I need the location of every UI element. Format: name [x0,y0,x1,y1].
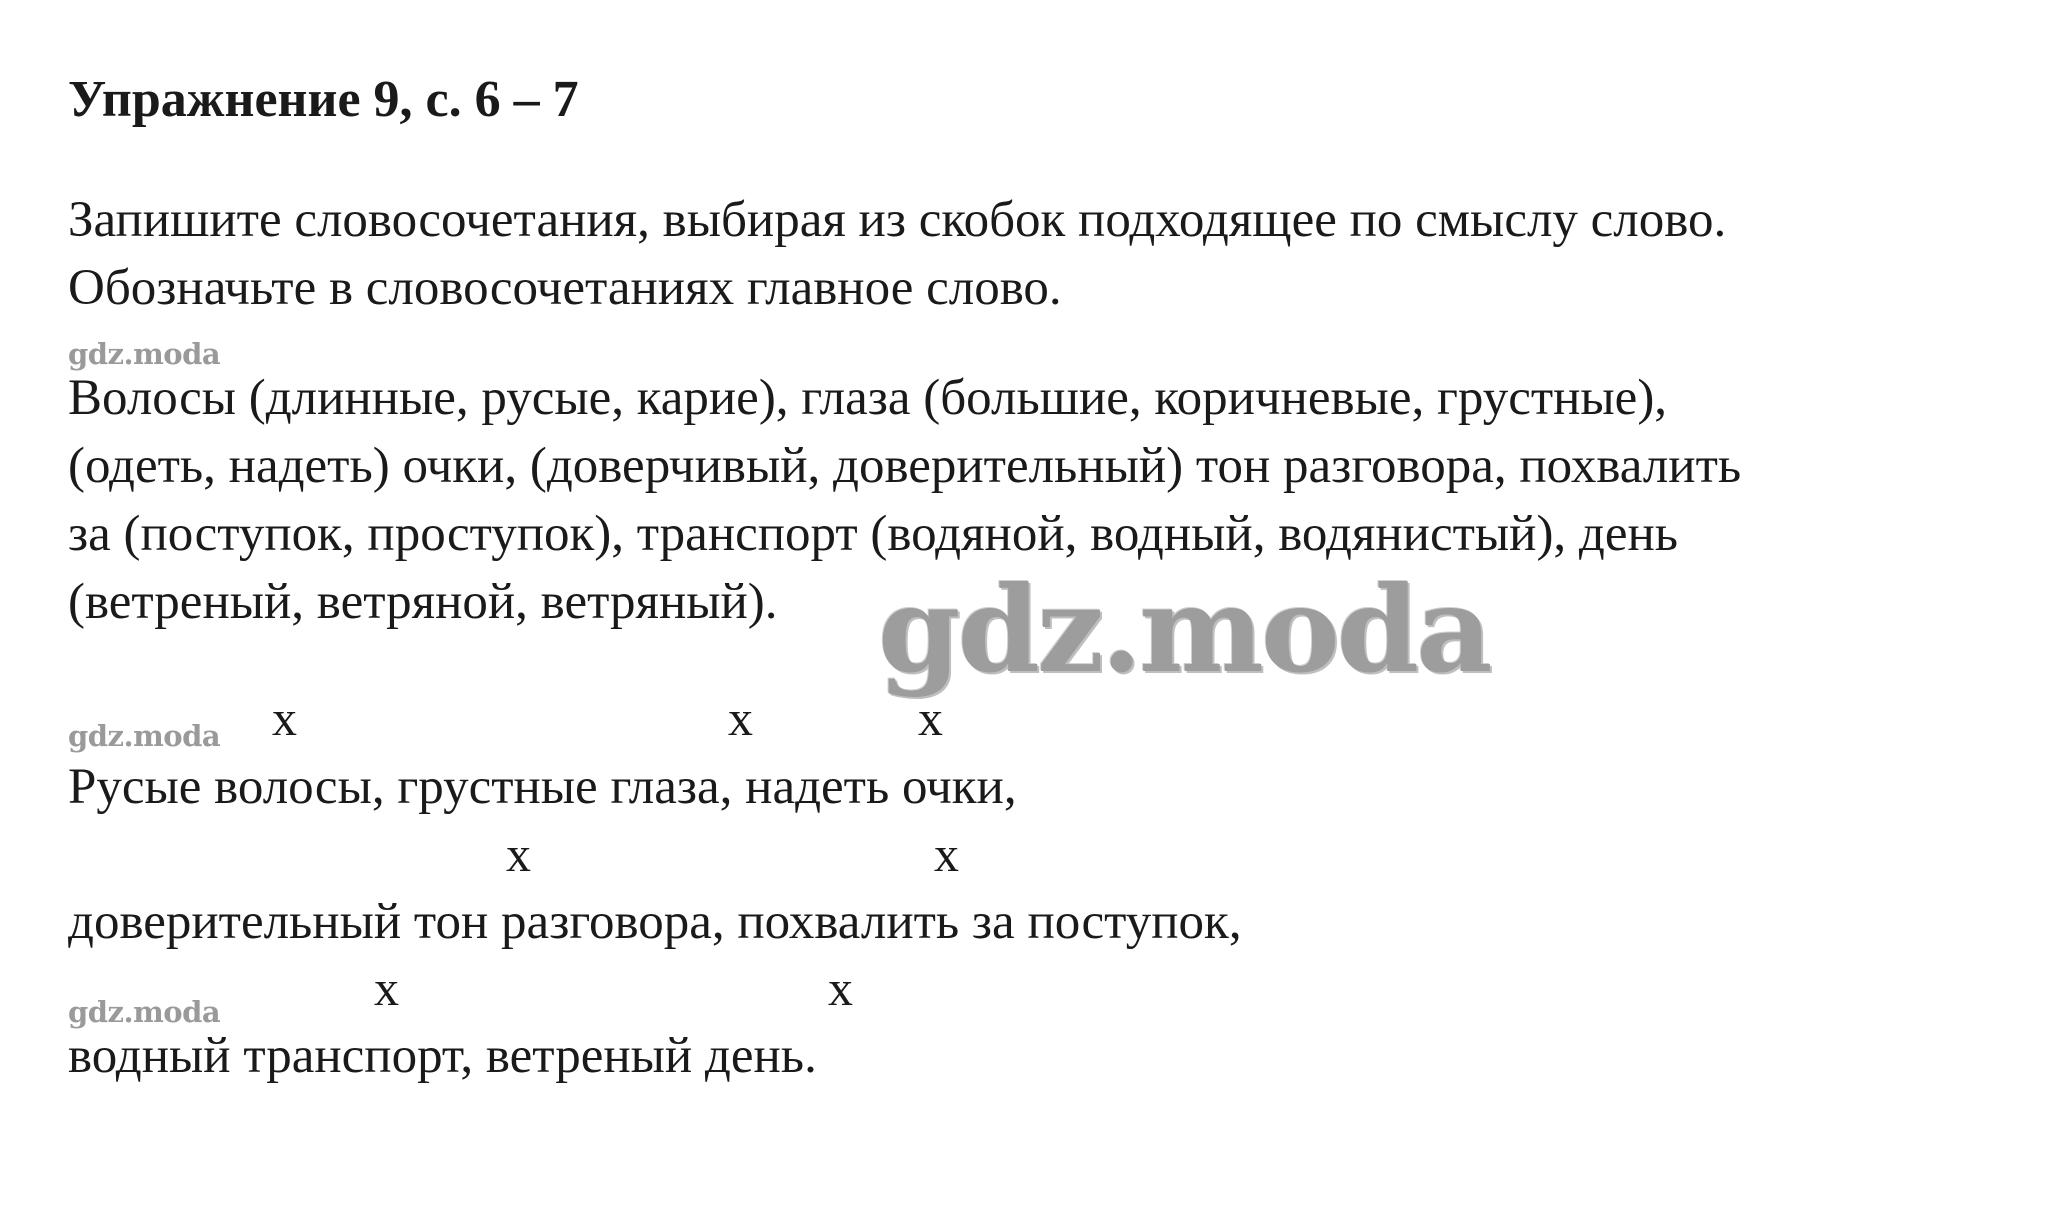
answer-line-1: Русые волосы, грустные глаза, надеть очки, [68,759,1017,815]
main-word-marker: x [728,690,753,746]
exercise-title: Упражнение 9, с. 6 – 7 [68,71,579,128]
watermark-small: gdz.moda [68,719,221,753]
answer-line-3: водный транспорт, ветреный день. [68,1028,817,1084]
exercise-line-3: за (поступок, проступок), транспорт (водяной, водный, водянистый), день [68,506,1679,562]
answer-line-2: доверительный тон разговора, похвалить за поступок, [68,894,1242,950]
main-word-marker: x [506,826,531,882]
watermark-large: gdz.moda [878,560,1490,699]
main-word-marker: x [934,826,959,882]
main-word-marker: x [828,960,853,1016]
exercise-line-1: Волосы (длинные, русые, карие), глаза (большие, коричневые, грустные), [68,370,1668,426]
main-word-marker: x [918,690,943,746]
main-word-marker: x [374,960,399,1016]
watermark-small: gdz.moda [68,337,221,371]
exercise-line-2: (одеть, надеть) очки, (доверчивый, доверительный) тон разговора, похвалить [68,438,1742,494]
exercise-line-4: (ветреный, ветряной, ветряный). [68,574,778,630]
task-line-1: Запишите словосочетания, выбирая из скобок подходящее по смыслу слово. [68,192,1727,248]
task-line-2: Обозначьте в словосочетаниях главное слово. [68,260,1062,316]
watermark-small: gdz.moda [68,995,221,1029]
main-word-marker: x [272,690,297,746]
